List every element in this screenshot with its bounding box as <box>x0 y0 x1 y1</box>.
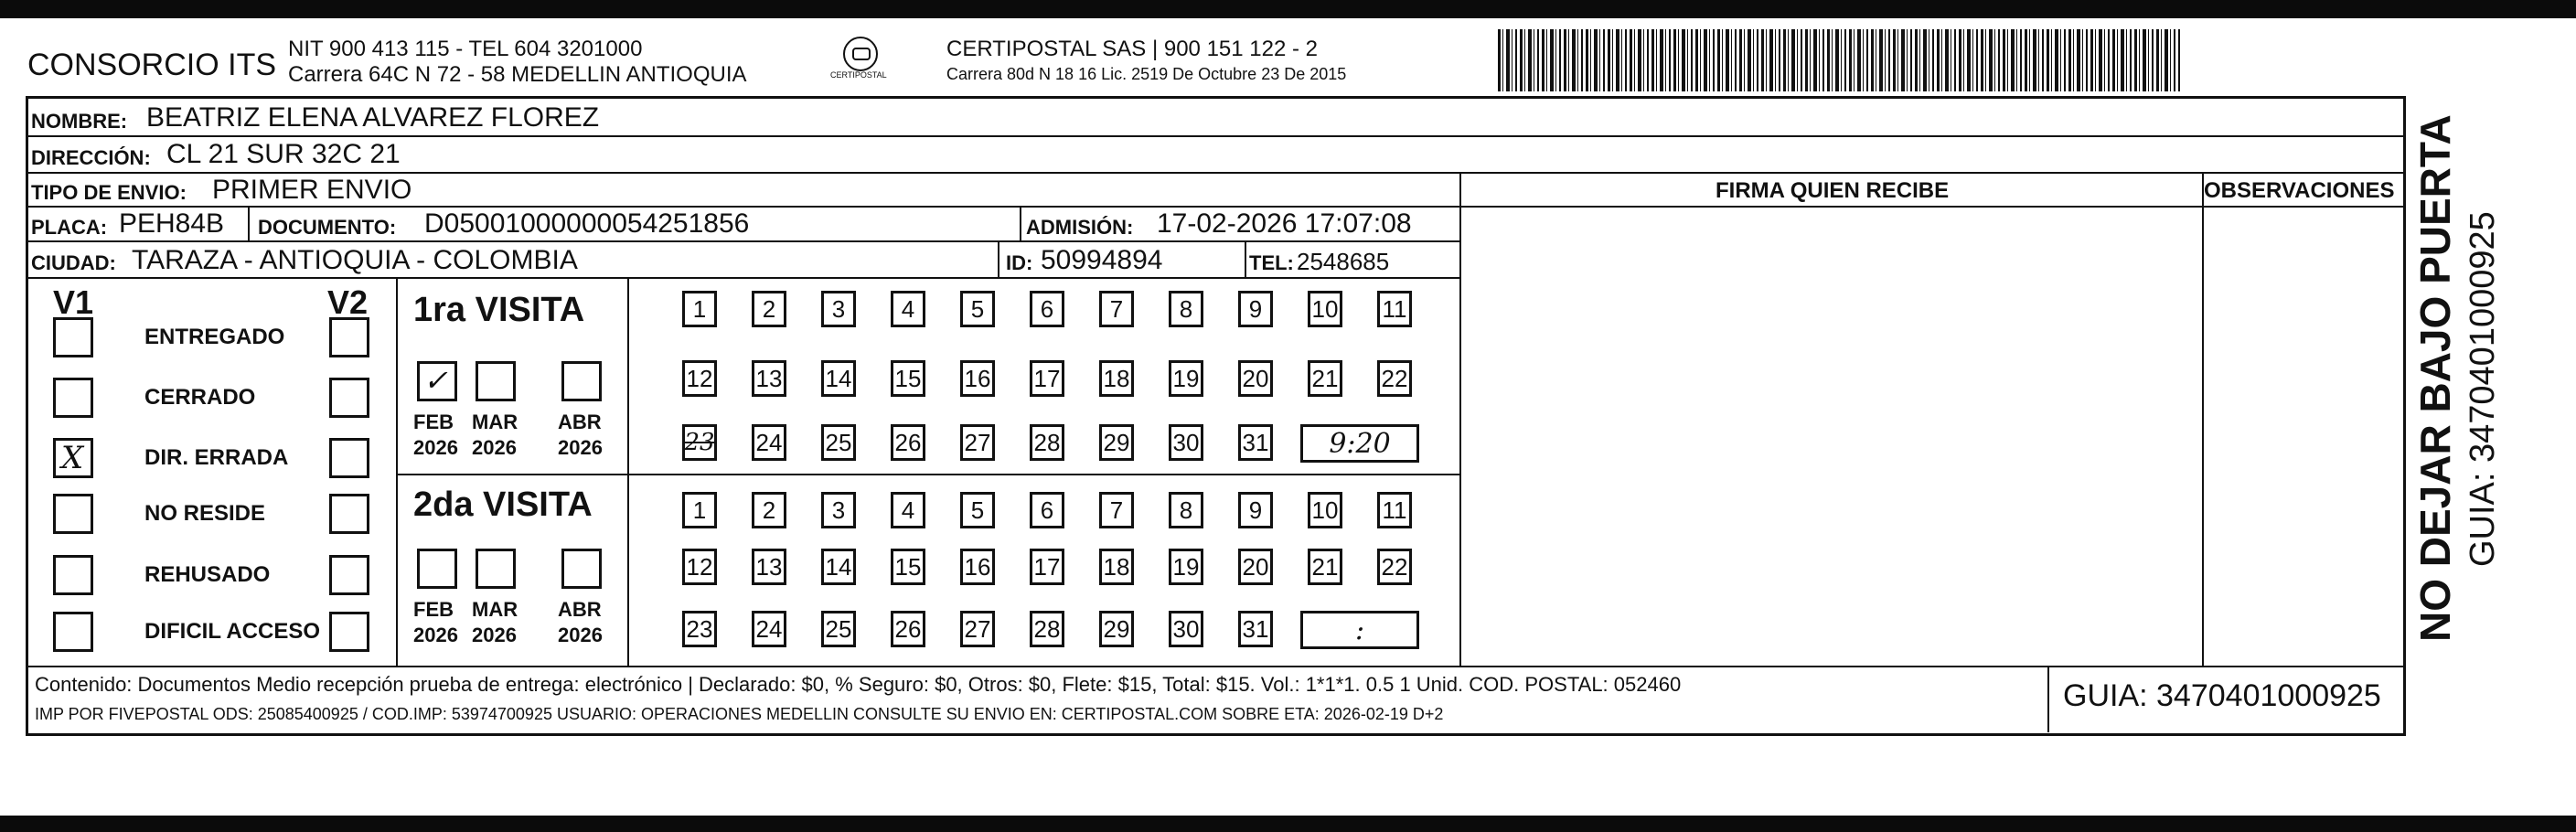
row-divider <box>28 172 2403 174</box>
second-day-box[interactable]: 28 <box>1030 611 1064 647</box>
first-day-box[interactable]: 22 <box>1377 360 1412 397</box>
first-day-box[interactable]: 25 <box>821 424 856 461</box>
first-year-label: 2026 <box>472 436 517 459</box>
second-day-box[interactable]: 3 <box>821 492 856 528</box>
first-day-box[interactable]: 3 <box>821 291 856 327</box>
first-day-box[interactable]: 15 <box>891 360 925 397</box>
ciudad-label: CIUDAD: <box>31 251 116 274</box>
second-day-box[interactable]: 2 <box>752 492 786 528</box>
status-label: REHUSADO <box>144 562 271 587</box>
firma-divider <box>1459 173 1461 667</box>
documento-value: D05001000000054251856 <box>424 208 750 239</box>
first-day-box[interactable]: 31 <box>1238 424 1273 461</box>
direccion-value: CL 21 SUR 32C 21 <box>166 139 401 169</box>
admision-value: 17-02-2026 17:07:08 <box>1157 208 1412 239</box>
first-month-checkbox[interactable] <box>476 361 516 401</box>
first-day-box[interactable]: 28 <box>1030 424 1064 461</box>
nombre-value: BEATRIZ ELENA ALVAREZ FLOREZ <box>146 102 600 133</box>
second-day-box[interactable]: 6 <box>1030 492 1064 528</box>
second-day-box[interactable]: 15 <box>891 549 925 585</box>
id-value: 50994894 <box>1041 245 1163 275</box>
v2-checkbox[interactable] <box>329 555 369 595</box>
second-day-box[interactable]: 21 <box>1308 549 1342 585</box>
month-check-mark: ✓ <box>423 363 448 398</box>
v2-checkbox[interactable] <box>329 378 369 418</box>
first-day-box[interactable]: 2 <box>752 291 786 327</box>
status-label: DIR. ERRADA <box>144 445 289 470</box>
second-day-box[interactable]: 10 <box>1308 492 1342 528</box>
guia-box: GUIA: 3470401000925 <box>2063 678 2381 713</box>
company-name: CONSORCIO ITS <box>27 48 277 82</box>
second-day-box[interactable]: 18 <box>1099 549 1134 585</box>
visit-divider-v <box>627 277 629 666</box>
second-day-box[interactable]: 17 <box>1030 549 1064 585</box>
first-day-box[interactable]: 27 <box>960 424 995 461</box>
second-day-box[interactable]: 26 <box>891 611 925 647</box>
first-year-label: 2026 <box>413 436 458 459</box>
cell-divider <box>998 240 999 277</box>
second-year-label: 2026 <box>413 624 458 646</box>
documento-label: DOCUMENTO: <box>258 216 397 239</box>
v1-checkbox[interactable] <box>53 612 93 652</box>
id-label: ID: <box>1006 251 1033 274</box>
first-day-box[interactable]: 7 <box>1099 291 1134 327</box>
first-day-box[interactable]: 26 <box>891 424 925 461</box>
second-day-box[interactable]: 25 <box>821 611 856 647</box>
v2-checkbox[interactable] <box>329 612 369 652</box>
second-day-box[interactable]: 31 <box>1238 611 1273 647</box>
first-day-box[interactable]: 18 <box>1099 360 1134 397</box>
placa-value: PEH84B <box>119 208 225 239</box>
first-day-box[interactable]: 30 <box>1169 424 1203 461</box>
v1-checkbox[interactable] <box>53 378 93 418</box>
certipostal-line: CERTIPOSTAL SAS | 900 151 122 - 2 <box>946 37 1318 61</box>
visit-divider <box>396 474 1459 475</box>
first-day-box[interactable]: 23 <box>682 424 717 461</box>
v1-checkbox[interactable] <box>53 317 93 357</box>
first-day-box[interactable]: 10 <box>1308 291 1342 327</box>
second-day-box[interactable]: 9 <box>1238 492 1273 528</box>
first-day-box[interactable]: 19 <box>1169 360 1203 397</box>
status-label: ENTREGADO <box>144 325 285 349</box>
cell-divider <box>1245 240 1246 277</box>
nombre-label: NOMBRE: <box>31 110 128 133</box>
first-visit-title: 1ra VISITA <box>413 291 585 329</box>
v1-label: V1 <box>53 283 94 321</box>
second-month-checkbox[interactable] <box>561 549 602 589</box>
status-label: NO RESIDE <box>144 501 266 526</box>
direccion-label: DIRECCIÓN: <box>31 146 151 169</box>
first-day-box[interactable]: 24 <box>752 424 786 461</box>
second-day-box[interactable]: 22 <box>1377 549 1412 585</box>
first-month-label: MAR <box>472 411 518 433</box>
second-day-box[interactable]: 23 <box>682 611 717 647</box>
first-day-box[interactable]: 29 <box>1099 424 1134 461</box>
first-day-box[interactable]: 4 <box>891 291 925 327</box>
ciudad-value: TARAZA - ANTIOQUIA - COLOMBIA <box>132 245 578 275</box>
admision-label: ADMISIÓN: <box>1026 216 1134 239</box>
placa-label: PLACA: <box>31 216 108 239</box>
first-day-box[interactable]: 13 <box>752 360 786 397</box>
v2-label: V2 <box>327 283 369 321</box>
tel-value: 2548685 <box>1297 248 1390 275</box>
second-day-box[interactable]: 8 <box>1169 492 1203 528</box>
second-day-box[interactable]: 12 <box>682 549 717 585</box>
second-visit-title: 2da VISITA <box>413 485 593 524</box>
nit-line: NIT 900 413 115 - TEL 604 3201000 <box>288 37 643 61</box>
second-day-box[interactable]: 16 <box>960 549 995 585</box>
second-time-box[interactable]: : <box>1300 611 1419 649</box>
second-day-box[interactable]: 24 <box>752 611 786 647</box>
v1-checkbox[interactable] <box>53 555 93 595</box>
barcode <box>1498 29 2180 91</box>
second-month-checkbox[interactable] <box>476 549 516 589</box>
observaciones-header: OBSERVACIONES <box>2204 178 2395 203</box>
cell-divider <box>1020 206 1021 240</box>
tipo-envio-value: PRIMER ENVIO <box>212 175 412 205</box>
first-day-box[interactable]: 1 <box>682 291 717 327</box>
second-month-label: FEB <box>413 598 454 621</box>
status-label: DIFICIL ACCESO <box>144 619 321 644</box>
imp-line: IMP POR FIVEPOSTAL ODS: 25085400925 / COD.IMP: 53974700925 USUARIO: OPERACIONES MEDELLIN CONSULTE SU ENVIO EN: CERTIPOSTAL.COM SOBRE ETA: 2026-02-19 D+2 <box>35 705 1444 723</box>
second-day-box[interactable]: 13 <box>752 549 786 585</box>
second-day-box[interactable]: 1 <box>682 492 717 528</box>
second-day-box[interactable]: 27 <box>960 611 995 647</box>
second-month-checkbox[interactable] <box>417 549 457 589</box>
logo-caption: CERTIPOSTAL <box>830 70 887 80</box>
second-day-box[interactable]: 30 <box>1169 611 1203 647</box>
row-divider <box>28 135 2403 137</box>
first-month-checkbox[interactable] <box>417 361 457 401</box>
v2-checkbox[interactable] <box>329 438 369 478</box>
second-day-box[interactable]: 20 <box>1238 549 1273 585</box>
second-month-label: MAR <box>472 598 518 621</box>
first-day-box[interactable]: 16 <box>960 360 995 397</box>
second-day-box[interactable]: 4 <box>891 492 925 528</box>
first-day-box[interactable]: 6 <box>1030 291 1064 327</box>
first-day-box[interactable]: 12 <box>682 360 717 397</box>
first-year-label: 2026 <box>558 436 603 459</box>
second-day-box[interactable]: 19 <box>1169 549 1203 585</box>
first-day-box[interactable]: 9 <box>1238 291 1273 327</box>
second-year-label: 2026 <box>558 624 603 646</box>
license-line: Carrera 80d N 18 16 Lic. 2519 De Octubre 23 De 2015 <box>946 65 1347 83</box>
second-day-box[interactable]: 7 <box>1099 492 1134 528</box>
row-divider <box>28 206 2403 208</box>
first-day-box[interactable]: 5 <box>960 291 995 327</box>
first-time-box[interactable]: 9:20 <box>1300 424 1419 463</box>
second-day-box[interactable]: 11 <box>1377 492 1412 528</box>
second-month-label: ABR <box>558 598 602 621</box>
second-day-box[interactable]: 29 <box>1099 611 1134 647</box>
first-month-label: FEB <box>413 411 454 433</box>
first-day-box[interactable]: 14 <box>821 360 856 397</box>
contenido-line: Contenido: Documentos Medio recepción prueba de entrega: electrónico | Declarado: $0, % Seguro: $0, Otros: $0, Flete: $15, Total: $15. Vol.: 1*1*1. 0.5 1 Unid. COD. POSTAL: 052460 <box>35 673 1682 696</box>
status-divider <box>396 277 398 666</box>
firma-header: FIRMA QUIEN RECIBE <box>1716 178 1950 203</box>
second-year-label: 2026 <box>472 624 517 646</box>
tipo-envio-label: TIPO DE ENVIO: <box>31 181 187 204</box>
first-day-box[interactable]: 20 <box>1238 360 1273 397</box>
first-day-box[interactable]: 8 <box>1169 291 1203 327</box>
first-day-box[interactable]: 11 <box>1377 291 1412 327</box>
bottom-scan-border <box>0 816 2576 832</box>
tel-label: TEL: <box>1249 251 1294 274</box>
status-label: CERRADO <box>144 385 256 410</box>
first-month-label: ABR <box>558 411 602 433</box>
v1-checkbox[interactable] <box>53 438 93 478</box>
side-warning: NO DEJAR BAJO PUERTA <box>2411 114 2459 642</box>
second-day-box[interactable]: 5 <box>960 492 995 528</box>
observaciones-divider <box>2202 173 2204 667</box>
v2-checkbox[interactable] <box>329 494 369 534</box>
first-month-checkbox[interactable] <box>561 361 602 401</box>
v1-checkbox[interactable] <box>53 494 93 534</box>
v2-checkbox[interactable] <box>329 317 369 357</box>
address-line: Carrera 64C N 72 - 58 MEDELLIN ANTIOQUIA <box>288 62 747 87</box>
row-divider <box>28 277 1459 279</box>
first-day-box[interactable]: 21 <box>1308 360 1342 397</box>
second-day-box[interactable]: 14 <box>821 549 856 585</box>
certipostal-logo-icon <box>843 37 878 71</box>
cell-divider <box>248 206 250 240</box>
top-scan-border <box>0 0 2576 18</box>
first-day-box[interactable]: 17 <box>1030 360 1064 397</box>
footer-divider <box>2047 666 2049 732</box>
v1-mark: X <box>61 440 84 476</box>
side-guia: GUIA: 3470401000925 <box>2464 211 2502 567</box>
